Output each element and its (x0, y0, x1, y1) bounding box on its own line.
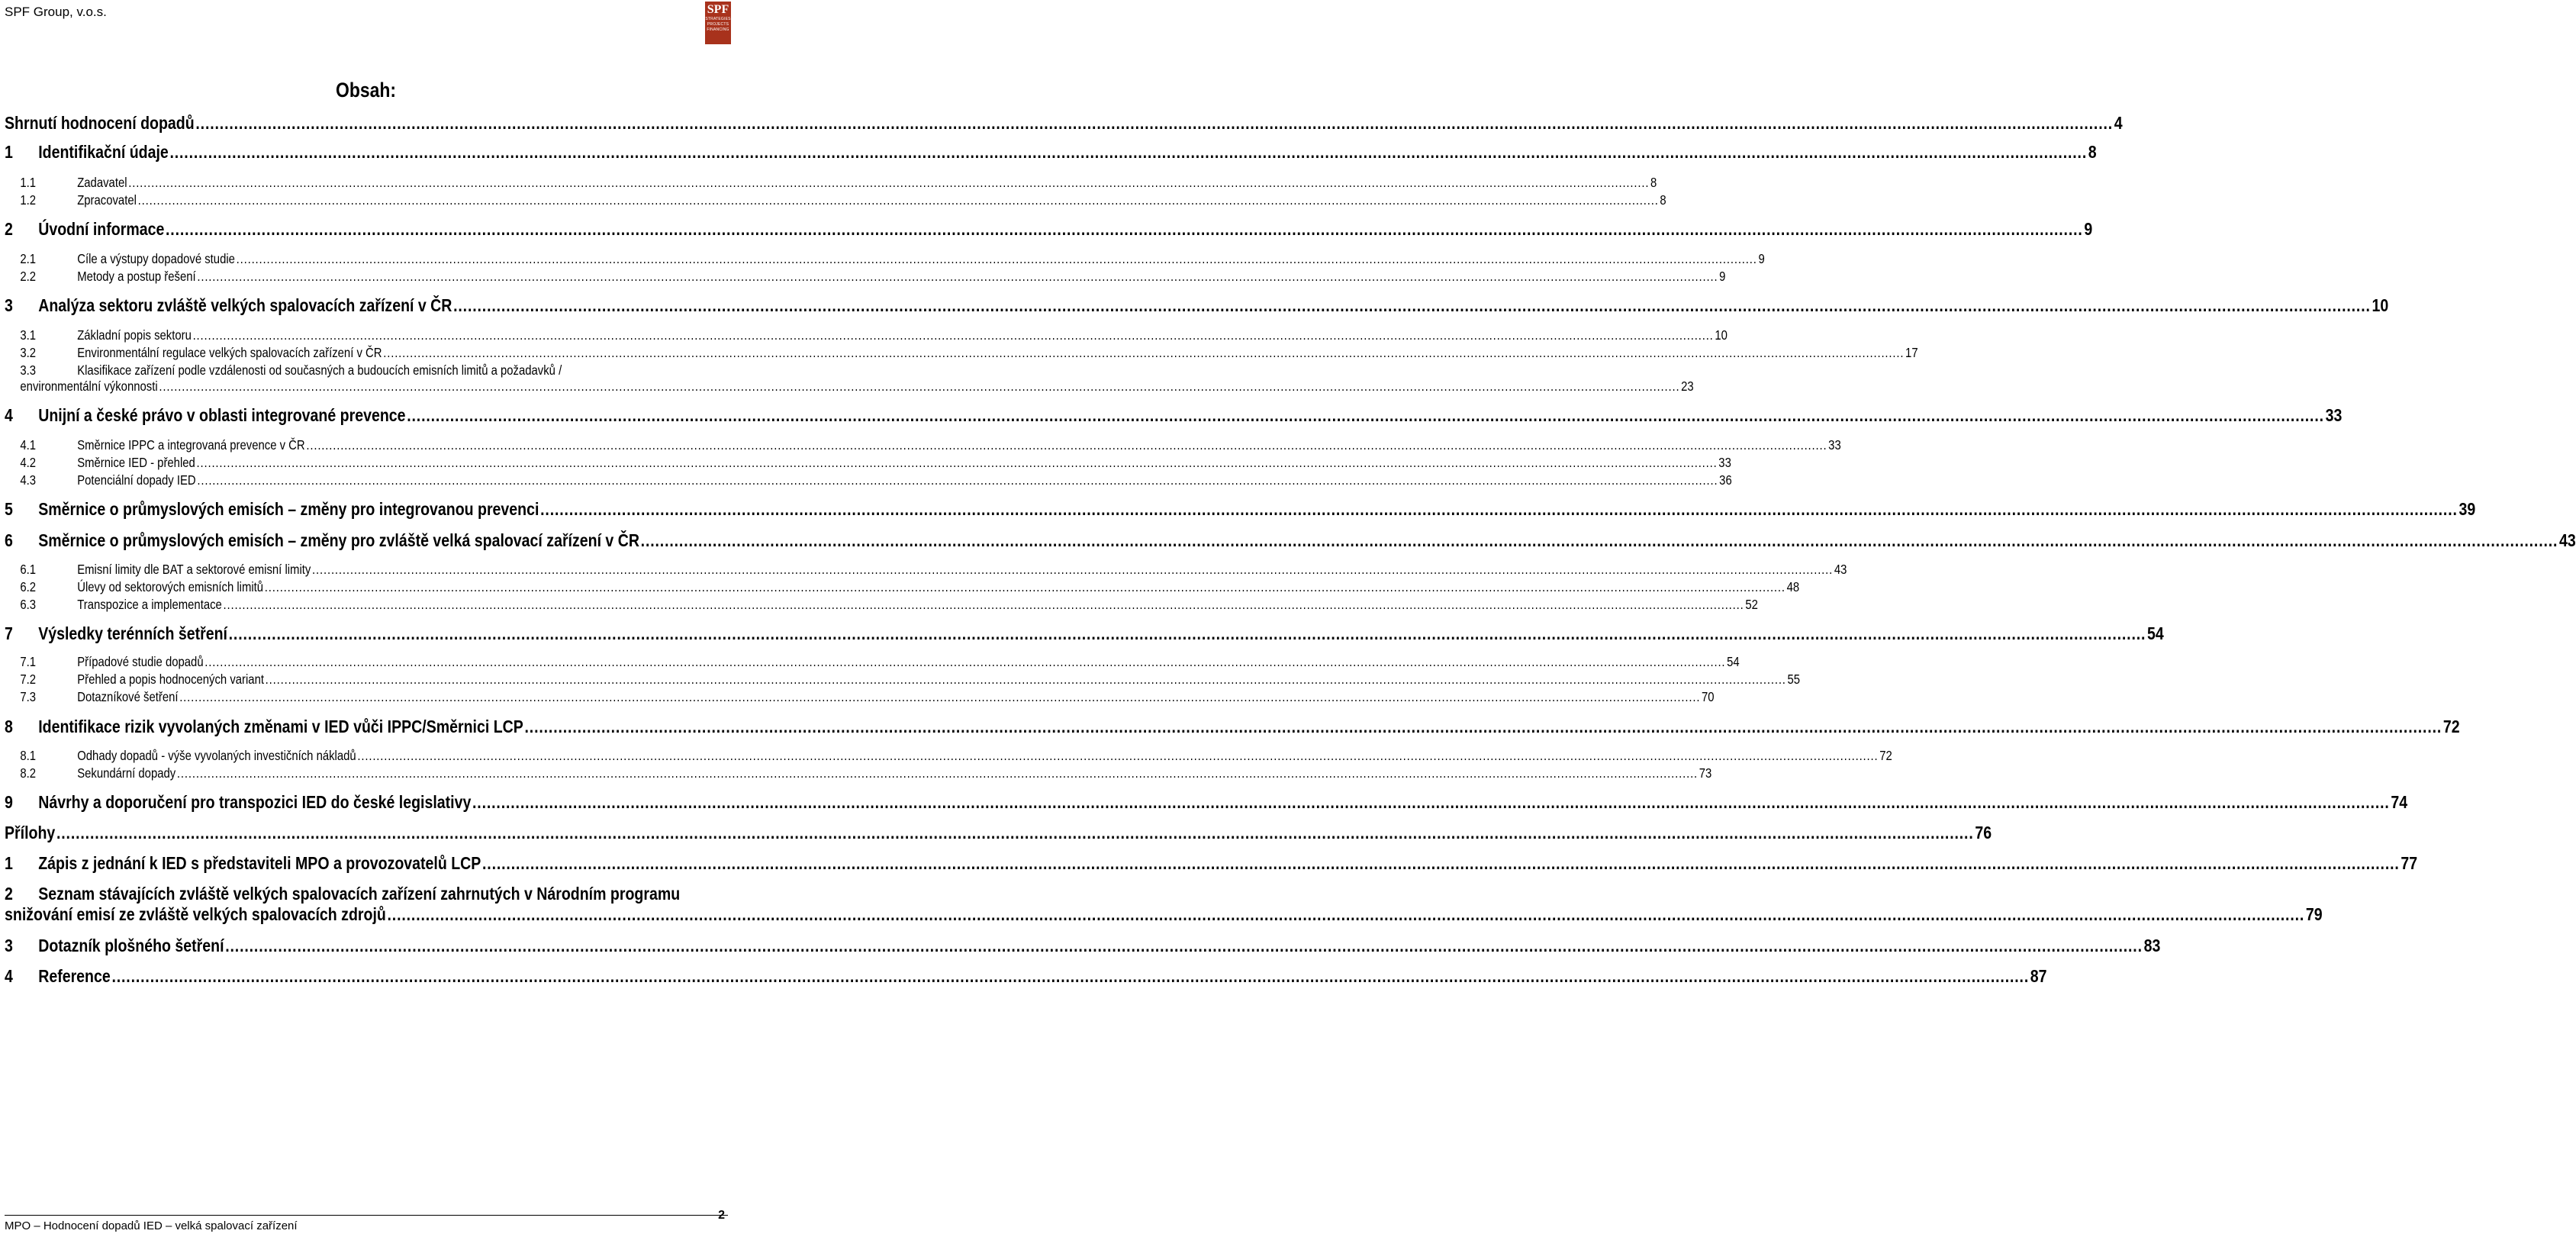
toc-entry-title: Dotazníkové šetření (77, 689, 179, 704)
toc-entry-title: Reference (38, 966, 111, 986)
toc-entry-page: 9 (2084, 219, 2093, 239)
toc-entry[interactable] (5, 405, 2343, 426)
toc-entry[interactable] (5, 455, 1731, 471)
footer-text: MPO – Hodnocení dopadů IED – velká spalovací zařízení (5, 1219, 298, 1232)
toc-entry[interactable] (5, 345, 1918, 361)
toc-entry-page: 4 (2114, 113, 2123, 133)
toc-entry-page: 73 (1699, 765, 1712, 781)
footer-divider (5, 1215, 728, 1216)
toc-entry[interactable] (5, 597, 1758, 613)
toc-entry-title: Environmentální regulace velkých spalovacích zařízení v ČR (77, 345, 382, 360)
dot-leader: ................................................................................................................................................................................................................................................................................................................................................................................................................ (169, 142, 2088, 162)
toc-entry-number: 3.2 (20, 345, 37, 360)
toc-entry-number: 4 (5, 405, 13, 425)
dot-leader: ................................................................................................................................................................................................................................................................................................................................................................................................................ (228, 623, 2146, 643)
toc-entry-title: Směrnice o průmyslových emisích – změny pro zvláště velká spalovací zařízení v ČR (38, 530, 639, 550)
toc-entry-page: 54 (1727, 654, 1740, 669)
dot-leader: ................................................................................................................................................................................................................................................................................................................................................................................................................ (56, 823, 1974, 842)
toc-entry[interactable] (5, 362, 1694, 395)
toc-entry-title: Shrnutí hodnocení dopadů (5, 113, 195, 133)
dot-leader: ................................................................................................................................................................................................................................................................................................................................................................................................................ (236, 251, 1757, 266)
dot-leader: ................................................................................................................................................................................................................................................................................................................................................................................................................ (204, 654, 1726, 669)
toc-entry-title: Zadavatel (77, 175, 127, 190)
toc-entry-number: 6.3 (20, 597, 37, 612)
dot-leader: ................................................................................................................................................................................................................................................................................................................................................................................................................ (176, 765, 1699, 781)
toc-entry-title: Směrnice o průmyslových emisích – změny pro integrovanou prevenci (38, 499, 539, 519)
toc-entry-number: 3.1 (20, 327, 37, 343)
dot-leader: ................................................................................................................................................................................................................................................................................................................................................................................................................ (192, 327, 1714, 343)
toc-entry-title: Metody a postup řešení (77, 269, 196, 284)
toc-entry-number: 8.2 (20, 765, 37, 781)
toc-entry[interactable] (5, 142, 2097, 163)
toc-entry-number: 1 (5, 853, 13, 873)
toc-entry[interactable] (5, 295, 2389, 316)
toc-entry[interactable] (5, 765, 1712, 781)
toc-entry-page: 55 (1787, 672, 1801, 687)
logo-line: PROJECTS (707, 22, 729, 27)
toc-entry-page: 77 (2401, 853, 2418, 873)
toc-entry-title: Úvodní informace (38, 219, 165, 239)
dot-leader: ................................................................................................................................................................................................................................................................................................................................................................................................................ (197, 269, 1718, 284)
toc-entry[interactable] (5, 748, 1892, 764)
toc-entry[interactable] (5, 175, 1657, 191)
toc-entry-title: Emisní limity dle BAT a sektorové emisní limity (77, 562, 311, 577)
dot-leader: ................................................................................................................................................................................................................................................................................................................................................................................................................ (197, 472, 1718, 488)
toc-entry-number: 4 (5, 966, 13, 986)
toc-title: Obsah: (336, 79, 397, 101)
toc-entry-number: 3.3 (20, 362, 37, 378)
dot-leader: ................................................................................................................................................................................................................................................................................................................................................................................................................ (264, 579, 1785, 594)
toc-entry[interactable] (5, 792, 2408, 813)
toc-entry[interactable] (5, 966, 2047, 987)
toc-entry-page: 10 (2372, 295, 2389, 315)
toc-entry-title: Potenciální dopady IED (77, 472, 196, 488)
toc-entry-number: 3 (5, 295, 13, 315)
toc-entry-page: 74 (2391, 792, 2408, 812)
toc-entry-number: 3 (5, 936, 13, 955)
toc-entry-page: 36 (1719, 472, 1732, 488)
dot-leader: ................................................................................................................................................................................................................................................................................................................................................................................................................ (524, 717, 2442, 736)
toc-entry-page: 8 (1660, 192, 1666, 208)
dot-leader: ................................................................................................................................................................................................................................................................................................................................................................................................................ (179, 689, 1701, 704)
toc-entry-title: Dotazník plošného šetření (38, 936, 224, 955)
dot-leader: ................................................................................................................................................................................................................................................................................................................................................................................................................ (312, 562, 1834, 577)
toc-entry-title: Směrnice IPPC a integrovaná prevence v ČR (77, 437, 305, 453)
toc-entry-page: 10 (1715, 327, 1728, 343)
toc-entry-title: Zpracovatel (77, 192, 137, 208)
toc-entry[interactable] (5, 113, 2123, 134)
toc-entry-page: 87 (2030, 966, 2047, 986)
toc-entry[interactable] (5, 219, 2093, 240)
dot-leader: ................................................................................................................................................................................................................................................................................................................................................................................................................ (159, 379, 1680, 394)
toc-entry-title: Unijní a české právo v oblasti integrované prevence (38, 405, 406, 425)
toc-entry-title: Analýza sektoru zvláště velkých spalovacích zařízení v ČR (38, 295, 452, 315)
logo-mark: SPF (707, 3, 729, 16)
toc-entry-number: 8.1 (20, 748, 37, 763)
toc-entry-title: Identifikační údaje (38, 142, 169, 162)
toc-entry-title: Výsledky terénních šetření (38, 623, 227, 643)
dot-leader: ................................................................................................................................................................................................................................................................................................................................................................................................................ (111, 966, 2030, 986)
dot-leader: ................................................................................................................................................................................................................................................................................................................................................................................................................ (265, 672, 1786, 687)
toc-entry-number: 4.3 (20, 472, 37, 488)
company-name: SPF Group, v.o.s. (5, 5, 107, 19)
toc-entry-number: 2 (5, 219, 13, 239)
toc-entry-number: 1.1 (20, 175, 37, 190)
toc-entry-title: Cíle a výstupy dopadové studie (77, 251, 235, 266)
toc-entry-number: 9 (5, 792, 13, 812)
logo-line: FINANCING (707, 27, 729, 32)
toc-entry-number: 4.1 (20, 437, 37, 453)
dot-leader: ................................................................................................................................................................................................................................................................................................................................................................................................................ (472, 792, 2390, 812)
toc-entry-number: 8 (5, 717, 13, 736)
toc-entry-number: 6.2 (20, 579, 37, 594)
toc-entry-title: Seznam stávajících zvláště velkých spalovacích zařízení zahrnutých v Národním programu (38, 884, 681, 904)
toc-entry-page: 17 (1905, 345, 1918, 360)
dot-leader: ................................................................................................................................................................................................................................................................................................................................................................................................................ (225, 936, 2143, 955)
toc-entry[interactable] (5, 884, 2323, 925)
toc-entry-title: Odhady dopadů - výše vyvolaných investičních nákladů (77, 748, 356, 763)
toc-entry-number: 4.2 (20, 455, 37, 470)
toc-entry-number: 1.2 (20, 192, 37, 208)
toc-entry-title: Transpozice a implementace (77, 597, 222, 612)
toc-entry[interactable] (5, 327, 1728, 343)
company-logo (705, 2, 731, 44)
toc-entry-number: 2.1 (20, 251, 37, 266)
toc-entry[interactable] (5, 472, 1732, 488)
toc-entry-number: 2 (5, 884, 13, 904)
toc-entry-page: 70 (1701, 689, 1715, 704)
toc-entry-page: 72 (2442, 717, 2460, 736)
toc-entry[interactable] (5, 192, 1666, 208)
toc-entry-number: 5 (5, 499, 13, 519)
toc-entry-number: 7.2 (20, 672, 37, 687)
toc-entry-title: Úlevy od sektorových emisních limitů (77, 579, 264, 594)
toc-entry[interactable] (5, 437, 1841, 453)
toc-entry-title: Přílohy (5, 823, 56, 842)
toc-entry-number: 2.2 (20, 269, 37, 284)
toc-entry[interactable] (5, 579, 1800, 595)
toc-entry-page: 72 (1879, 748, 1892, 763)
toc-entry-page: 9 (1719, 269, 1726, 284)
toc-entry-title: Návrhy a doporučení pro transpozici IED do české legislativy (38, 792, 472, 812)
toc-entry-page: 43 (2559, 530, 2576, 550)
toc-entry-page: 54 (2147, 623, 2164, 643)
toc-entry-page: 83 (2143, 936, 2161, 955)
toc-entry-page: 23 (1681, 379, 1694, 394)
toc-entry[interactable] (5, 672, 1801, 688)
toc-entry-page: 79 (2305, 904, 2323, 924)
toc-entry-page: 52 (1745, 597, 1758, 612)
toc-entry[interactable] (5, 530, 2576, 551)
toc-entry[interactable] (5, 623, 2164, 644)
dot-leader: ................................................................................................................................................................................................................................................................................................................................................................................................................ (383, 345, 1905, 360)
toc-entry-page: 39 (2458, 499, 2476, 519)
dot-leader: ................................................................................................................................................................................................................................................................................................................................................................................................................ (407, 405, 2324, 425)
toc-entry[interactable] (5, 654, 1740, 670)
logo-line: STRATEGIES (705, 17, 731, 21)
toc-entry-title: Sekundární dopady (77, 765, 176, 781)
dot-leader: ................................................................................................................................................................................................................................................................................................................................................................................................................ (453, 295, 2371, 315)
toc-entry-title: Případové studie dopadů (77, 654, 204, 669)
toc-entry-number: 7.3 (20, 689, 37, 704)
toc-entry[interactable] (5, 269, 1726, 285)
dot-leader: ................................................................................................................................................................................................................................................................................................................................................................................................................ (166, 219, 2083, 239)
footer-page-number: 2 (718, 1209, 725, 1222)
dot-leader: ................................................................................................................................................................................................................................................................................................................................................................................................................ (640, 530, 2558, 550)
toc-entry-page: 8 (2088, 142, 2097, 162)
toc-entry-title: Směrnice IED - přehled (77, 455, 195, 470)
dot-leader: ................................................................................................................................................................................................................................................................................................................................................................................................................ (387, 904, 2305, 924)
toc-entry-number: 6.1 (20, 562, 37, 577)
toc-entry-title-continued: snižování emisí ze zvláště velkých spalovacích zdrojů (5, 904, 386, 924)
toc-entry[interactable] (5, 717, 2460, 737)
dot-leader: ................................................................................................................................................................................................................................................................................................................................................................................................................ (223, 597, 1744, 612)
toc-entry-page: 9 (1758, 251, 1765, 266)
toc-entry-page: 33 (1718, 455, 1731, 470)
toc-entry[interactable] (5, 251, 1765, 267)
dot-leader: ................................................................................................................................................................................................................................................................................................................................................................................................................ (137, 192, 1659, 208)
dot-leader: ................................................................................................................................................................................................................................................................................................................................................................................................................ (195, 113, 2114, 133)
dot-leader: ................................................................................................................................................................................................................................................................................................................................................................................................................ (128, 175, 1650, 190)
toc-entry-page: 43 (1834, 562, 1847, 577)
toc-entry[interactable] (5, 936, 2161, 956)
toc-entry[interactable] (5, 499, 2476, 520)
toc-entry[interactable] (5, 853, 2418, 874)
dot-leader: ................................................................................................................................................................................................................................................................................................................................................................................................................ (357, 748, 1879, 763)
toc-entry-title: Přehled a popis hodnocených variant (77, 672, 264, 687)
toc-entry-page: 76 (1975, 823, 1992, 842)
toc-entry[interactable] (5, 689, 1715, 705)
dot-leader: ................................................................................................................................................................................................................................................................................................................................................................................................................ (196, 455, 1718, 470)
toc-entry-page: 33 (2325, 405, 2343, 425)
dot-leader: ................................................................................................................................................................................................................................................................................................................................................................................................................ (306, 437, 1827, 453)
toc-entry-title: Identifikace rizik vyvolaných změnami v IED vůči IPPC/Směrnici LCP (38, 717, 523, 736)
dot-leader: ................................................................................................................................................................................................................................................................................................................................................................................................................ (482, 853, 2400, 873)
toc-entry-number: 7 (5, 623, 13, 643)
toc-entry-number: 6 (5, 530, 13, 550)
toc-entry[interactable] (5, 823, 1992, 843)
toc-entry-number: 1 (5, 142, 13, 162)
toc-entry-page: 48 (1786, 579, 1800, 594)
toc-entry-title: Základní popis sektoru (77, 327, 192, 343)
dot-leader: ................................................................................................................................................................................................................................................................................................................................................................................................................ (540, 499, 2458, 519)
toc-entry-page: 33 (1828, 437, 1841, 453)
toc-entry-number: 7.1 (20, 654, 37, 669)
toc-entry-title-continued: environmentální výkonnosti (20, 379, 158, 394)
toc-entry-page: 8 (1650, 175, 1657, 190)
toc-entry-title: Klasifikace zařízení podle vzdálenosti od současných a budoucích emisních limitů a požadavků / (77, 362, 562, 378)
toc-entry-title: Zápis z jednání k IED s představiteli MPO a provozovatelů LCP (38, 853, 481, 873)
toc-entry[interactable] (5, 562, 1847, 578)
